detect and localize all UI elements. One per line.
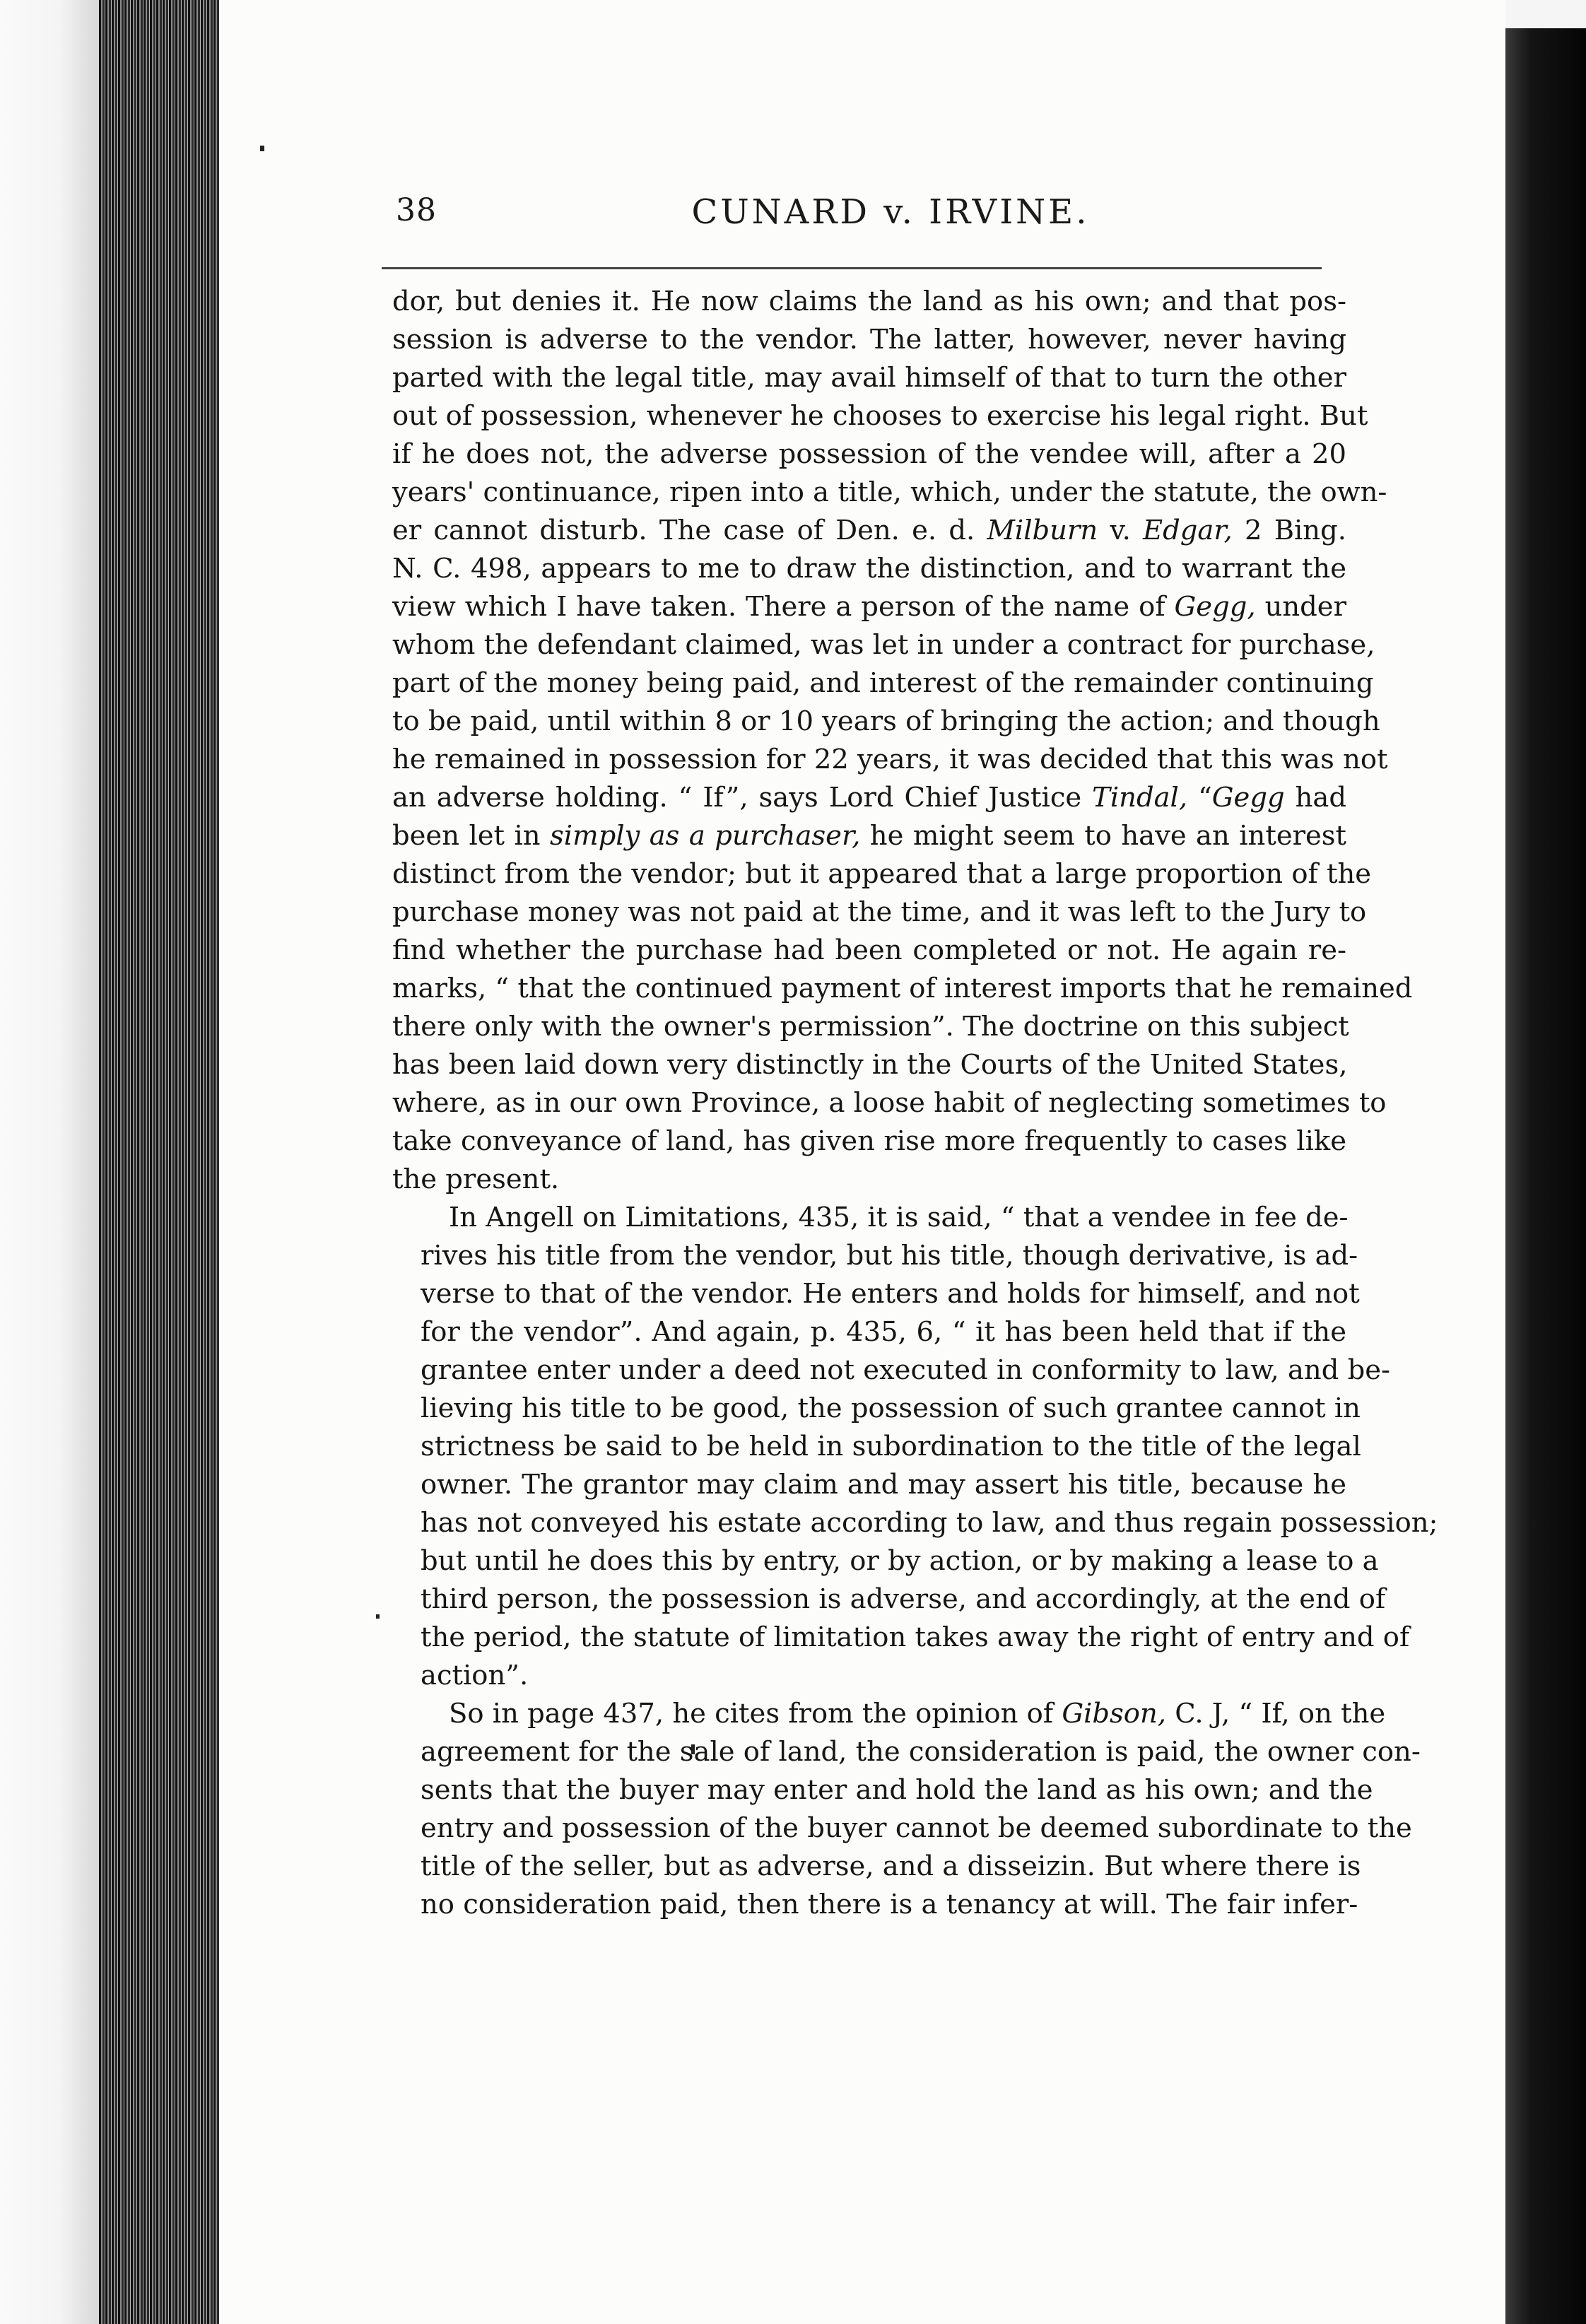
paragraph (392, 1695, 1421, 1924)
text-line (392, 1084, 1387, 1122)
text-line (392, 1695, 1386, 1733)
text-line (392, 1771, 1373, 1809)
italic-text: Gegg (1211, 782, 1285, 814)
text-line (392, 1199, 1349, 1237)
text-line (392, 1428, 1361, 1466)
text-line (392, 588, 1346, 626)
header-rule (382, 267, 1322, 269)
text-line (392, 779, 1346, 817)
scan-speck (260, 146, 264, 151)
text-segment: action”. (421, 1660, 529, 1691)
text-line (392, 1046, 1346, 1084)
paragraph (392, 283, 1413, 1199)
text-segment: grantee enter under a deed not executed in conformity to law, and be- (421, 1354, 1391, 1386)
text-line (392, 474, 1387, 512)
text-line (392, 970, 1413, 1008)
text-segment: the present. (392, 1163, 560, 1195)
text-segment: has been laid down very distinctly in the Courts of the United States, (392, 1049, 1348, 1081)
text-segment: owner. The grantor may claim and may assert his title, because he (421, 1469, 1346, 1501)
text-segment: years' continuance, ripen into a title, which, under the statute, the own- (392, 476, 1387, 508)
text-line (392, 1733, 1421, 1771)
text-line (392, 1161, 1346, 1199)
text-line (392, 397, 1368, 435)
text-segment: part of the money being paid, and interest of the remainder continuing (392, 667, 1374, 699)
text-line (392, 435, 1346, 474)
text-segment: v. (1098, 515, 1144, 546)
text-segment: title of the seller, but as adverse, and a disseizin. But where there is (421, 1850, 1361, 1882)
text-segment: lieving his title to be good, the possession of such grantee cannot in (421, 1392, 1361, 1424)
text-segment: to be paid, until within 8 or 10 years of bringing the action; and though (392, 705, 1380, 737)
text-segment: for the vendor”. And again, p. 435, 6, “ it has been held that if the (421, 1316, 1346, 1348)
text-segment: find whether the purchase had been completed or not. He again re- (392, 934, 1346, 966)
italic-text: simply as a purchaser, (550, 820, 861, 852)
text-segment: rives his title from the vendor, but his title, though derivative, is ad- (421, 1240, 1358, 1272)
scan-margin-right-top (1505, 0, 1586, 28)
text-segment: So in page 437, he cites from the opinion of (449, 1698, 1062, 1730)
text-line (392, 1542, 1379, 1580)
text-line (392, 1008, 1349, 1046)
scan-margin-left (0, 0, 99, 2324)
text-segment: agreement for the sale of land, the consideration is paid, the owner con- (421, 1736, 1421, 1768)
text-segment: been let in (392, 820, 550, 852)
text-line (392, 1657, 1346, 1695)
text-segment: under (1255, 591, 1346, 623)
running-title: CUNARD v. IRVINE. (691, 192, 1090, 232)
text-segment: sents that the buyer may enter and hold the land as his own; and the (421, 1774, 1373, 1806)
text-segment: view which I have taken. There a person of the name of (392, 591, 1175, 623)
text-segment: he might seem to have an interest (860, 820, 1347, 852)
italic-text: Tindal, (1092, 782, 1188, 814)
text-segment: “ (1187, 782, 1212, 814)
text-line (392, 359, 1346, 397)
text-line (392, 512, 1346, 550)
body-text (392, 283, 1438, 1924)
italic-text: Milburn (987, 515, 1098, 546)
text-segment: had (1284, 782, 1347, 814)
text-line (392, 1466, 1346, 1504)
text-segment: whom the defendant claimed, was let in under a contract for purchase, (392, 629, 1375, 661)
text-line (392, 550, 1346, 588)
text-line (392, 932, 1346, 970)
text-line (392, 1275, 1360, 1313)
text-segment: 2 Bing. (1232, 515, 1346, 546)
text-segment: entry and possession of the buyer cannot be deemed subordinate to the (421, 1812, 1412, 1844)
running-head (396, 192, 1371, 242)
text-segment: C. J, “ If, on the (1166, 1698, 1386, 1730)
text-line (392, 741, 1388, 779)
text-segment: er cannot disturb. The case of Den. e. d. (392, 515, 987, 546)
text-segment: if he does not, the adverse possession of the vendee will, after a 20 (392, 438, 1346, 470)
text-segment: no consideration paid, then there is a tenancy at will. The fair infer- (421, 1889, 1358, 1920)
text-segment: purchase money was not paid at the time, and it was left to the Jury to (392, 896, 1367, 928)
text-line (392, 1313, 1346, 1351)
italic-text: Gegg, (1174, 591, 1256, 623)
text-line (392, 1619, 1410, 1657)
text-segment: N. C. 498, appears to me to draw the distinction, and to warrant the (392, 553, 1346, 585)
text-line (392, 1504, 1438, 1542)
text-line (392, 1351, 1391, 1390)
text-line (392, 321, 1346, 359)
text-segment: he remained in possession for 22 years, it was decided that this was not (392, 744, 1388, 775)
text-segment: third person, the possession is adverse, and accordingly, at the end of (421, 1583, 1386, 1615)
scan-speck (376, 1614, 380, 1619)
text-line (392, 626, 1375, 664)
text-segment: In Angell on Limitations, 435, it is said, “ that a vendee in fee de- (449, 1202, 1349, 1233)
text-segment: an adverse holding. “ If”, says Lord Chief Justice (392, 782, 1093, 814)
text-segment: strictness be said to be held in subordination to the title of the legal (421, 1431, 1361, 1462)
text-segment: out of possession, whenever he chooses to exercise his legal right. But (392, 400, 1368, 432)
text-segment: there only with the owner's permission”. The doctrine on this subject (392, 1011, 1349, 1043)
italic-text: Gibson, (1062, 1698, 1166, 1730)
text-line (392, 817, 1346, 855)
paragraph (392, 1199, 1438, 1695)
text-line (392, 703, 1380, 741)
text-line (392, 1390, 1361, 1428)
text-line (392, 893, 1367, 932)
text-segment: verse to that of the vendor. He enters and holds for himself, and not (421, 1278, 1360, 1310)
text-segment: has not conveyed his estate according to law, and thus regain possession; (421, 1507, 1438, 1539)
text-segment: parted with the legal title, may avail himself of that to turn the other (392, 362, 1346, 394)
text-segment: take conveyance of land, has given rise more frequently to cases like (392, 1125, 1346, 1157)
text-line (392, 1809, 1412, 1848)
text-line (392, 1848, 1361, 1886)
page-stack-edge-right (1505, 28, 1586, 2324)
text-line (392, 1580, 1386, 1619)
text-segment: session is adverse to the vendor. The latter, however, never having (392, 324, 1346, 356)
text-segment: marks, “ that the continued payment of interest imports that he remained (392, 973, 1413, 1004)
text-line (392, 1237, 1358, 1275)
text-line (392, 1122, 1346, 1161)
text-segment: dor, but denies it. He now claims the land as his own; and that pos- (392, 286, 1346, 317)
text-segment: but until he does this by entry, or by action, or by making a lease to a (421, 1545, 1379, 1577)
text-segment: where, as in our own Province, a loose habit of neglecting sometimes to (392, 1087, 1387, 1119)
text-line (392, 855, 1372, 893)
text-line (392, 1886, 1358, 1924)
text-segment: distinct from the vendor; but it appeared that a large proportion of the (392, 858, 1372, 890)
text-line (392, 283, 1346, 321)
page-number: 38 (396, 192, 437, 228)
page-stack-edge-left (99, 0, 219, 2324)
text-line (392, 664, 1374, 703)
text-segment: the period, the statute of limitation takes away the right of entry and of (421, 1621, 1410, 1653)
italic-text: Edgar, (1143, 515, 1233, 546)
